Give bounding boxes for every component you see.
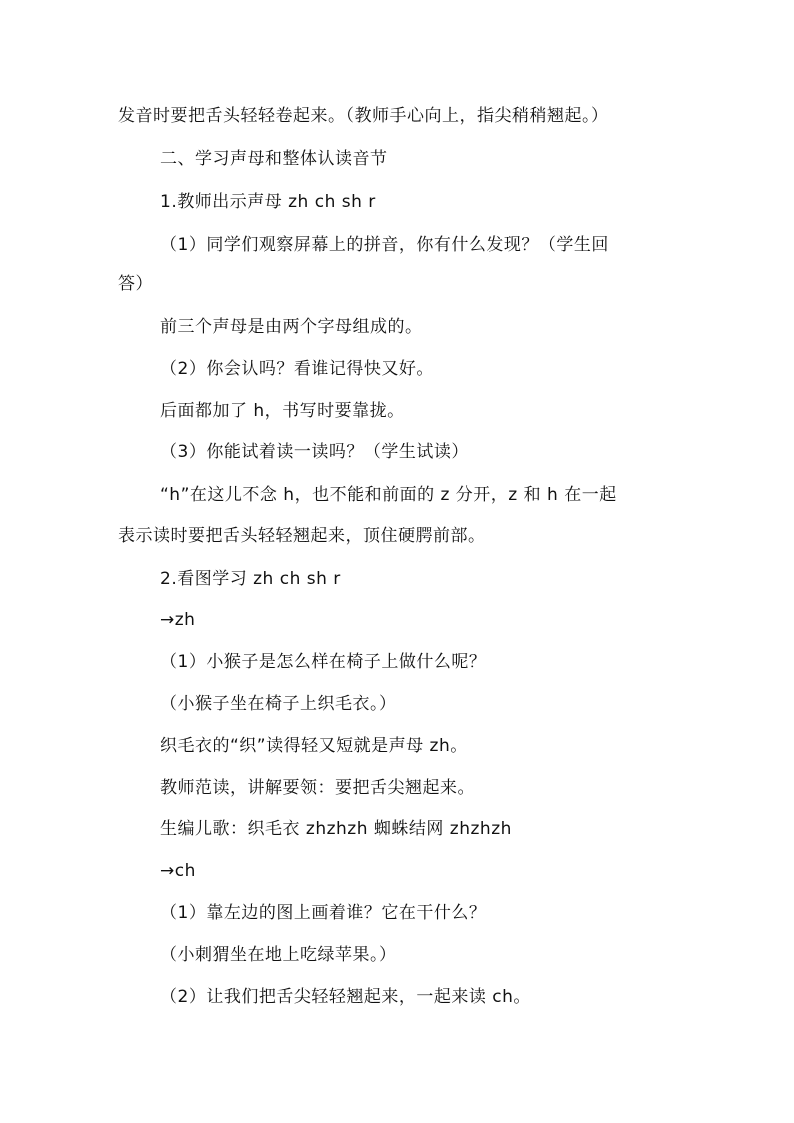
paragraph-line: （1）靠左边的图上画着谁？它在干什么？ [160, 903, 487, 923]
paragraph-line: 发音时要把舌头轻轻卷起来。（教师手心向上，指尖稍稍翘起。） [118, 106, 609, 126]
paragraph-line: 答） [118, 274, 153, 294]
paragraph-line: 1.教师出示声母 zh ch sh r [160, 192, 376, 212]
paragraph-line: 教师范读，讲解要领：要把舌尖翘起来。 [160, 778, 475, 798]
paragraph-line: 表示读时要把舌头轻轻翘起来，顶住硬腭前部。 [118, 526, 486, 546]
paragraph-line: 织毛衣的“织”读得轻又短就是声母 zh。 [160, 736, 468, 756]
paragraph-line: 生编儿歌：织毛衣 zhzhzh 蜘蛛结网 zhzhzh [160, 819, 512, 839]
paragraph-line: 2.看图学习 zh ch sh r [160, 569, 341, 589]
paragraph-line: （2）让我们把舌尖轻轻翘起来，一起来读 ch。 [160, 987, 531, 1007]
section-heading: 二、学习声母和整体认读音节 [160, 149, 388, 169]
paragraph-line: （小刺猬坐在地上吃绿苹果。） [160, 945, 397, 965]
paragraph-line: 后面都加了 h，书写时要靠拢。 [160, 401, 405, 421]
paragraph-line: “h”在这儿不念 h，也不能和前面的 z 分开，z 和 h 在一起 [160, 485, 617, 505]
paragraph-line: 前三个声母是由两个字母组成的。 [160, 317, 423, 337]
paragraph-line: （3）你能试着读一读吗？（学生试读） [160, 442, 469, 462]
paragraph-line: →zh [160, 610, 196, 630]
paragraph-line: （1）同学们观察屏幕上的拼音，你有什么发现？（学生回 [160, 235, 609, 255]
paragraph-line: （小猴子坐在椅子上织毛衣。） [160, 694, 397, 714]
paragraph-line: →ch [160, 861, 196, 881]
paragraph-line: （1）小猴子是怎么样在椅子上做什么呢？ [160, 652, 487, 672]
paragraph-line: （2）你会认吗？看谁记得快又好。 [160, 359, 434, 379]
